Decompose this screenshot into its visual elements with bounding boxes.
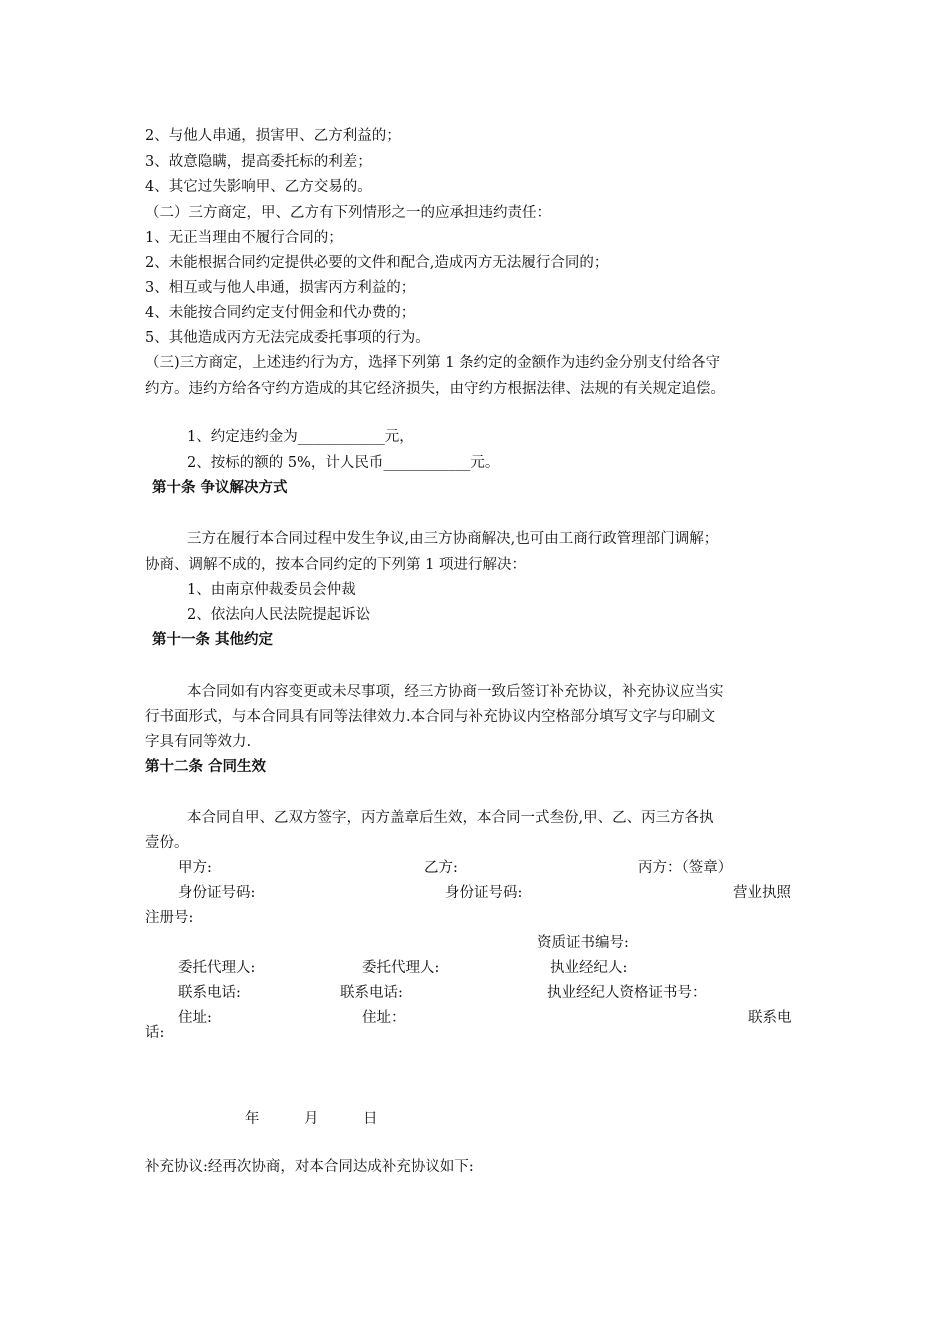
clause-line: 行书面形式，与本合同具有同等法律效力.本合同与补充协议内空格部分填写文字与印刷文 <box>145 709 716 725</box>
clause-line: 1、由南京仲裁委员会仲裁 <box>187 582 356 598</box>
clause-line: 2、未能根据合同约定提供必要的文件和配合,造成丙方无法履行合同的； <box>145 255 609 271</box>
clause-line: 本合同自甲、乙双方签字，丙方盖章后生效，本合同一式叁份,甲、乙、丙三方各执 <box>187 810 714 826</box>
clause-line: 壹份。 <box>145 835 189 851</box>
clause-line: 2、与他人串通，损害甲、乙方利益的； <box>145 128 401 144</box>
agent-b-label: 委托代理人: <box>362 960 440 976</box>
clause-line: （二）三方商定，甲、乙方有下列情形之一的应承担违约责任： <box>145 205 551 221</box>
penalty-line: 2、按标的额的 5%，计人民币____________元。 <box>187 455 500 471</box>
party-b-label: 乙方: <box>424 860 458 876</box>
id-number-a-label: 身份证号码: <box>178 885 256 901</box>
phone-c-label-cont: 话: <box>145 1025 165 1041</box>
clause-line: 字具有同等效力. <box>145 734 252 750</box>
clause-line: 约方。违约方给各守约方造成的其它经济损失，由守约方根据法律、法规的有关规定追偿。 <box>145 381 725 397</box>
date-day-label: 日 <box>363 1111 378 1127</box>
clause-line: 5、其他造成丙方无法完成委托事项的行为。 <box>145 330 430 346</box>
clause-line: 4、其它过失影响甲、乙方交易的。 <box>145 179 372 195</box>
section-heading: 第十一条 其他约定 <box>152 631 274 648</box>
clause-line: 4、未能按合同约定支付佣金和代办费的； <box>145 305 416 321</box>
registration-number-label: 注册号: <box>145 910 194 926</box>
clause-line: 1、无正当理由不履行合同的； <box>145 230 343 246</box>
clause-line: 本合同如有内容变更或未尽事项，经三方协商一致后签订补充协议，补充协议应当实 <box>187 684 724 700</box>
agent-a-label: 委托代理人: <box>178 960 256 976</box>
penalty-line: 1、约定违约金为____________元， <box>187 429 414 445</box>
broker-cert-label: 执业经纪人资格证书号： <box>547 985 707 1001</box>
party-a-label: 甲方: <box>178 860 212 876</box>
phone-b-label: 联系电话: <box>340 985 403 1001</box>
address-b-label: 住址： <box>362 1010 406 1026</box>
broker-label: 执业经纪人: <box>550 960 628 976</box>
date-year-label: 年 <box>245 1111 260 1127</box>
clause-line: 2、依法向人民法院提起诉讼 <box>187 607 371 623</box>
qualification-cert-label: 资质证书编号: <box>537 935 629 951</box>
phone-a-label: 联系电话: <box>178 985 241 1001</box>
id-number-b-label: 身份证号码: <box>445 885 523 901</box>
address-a-label: 住址: <box>178 1010 212 1026</box>
phone-c-label: 联系电 <box>748 1010 792 1026</box>
clause-line: 3、相互或与他人串通，损害丙方利益的； <box>145 280 416 296</box>
business-license-label: 营业执照 <box>733 885 791 901</box>
section-heading: 第十二条 合同生效 <box>145 758 267 775</box>
clause-line: 3、故意隐瞒，提高委托标的利差； <box>145 154 372 170</box>
supplement-heading: 补充协议:经再次协商，对本合同达成补充协议如下: <box>145 1159 474 1175</box>
party-c-label: 丙方：（签章） <box>638 860 733 876</box>
clause-line: 协商、调解不成的，按本合同约定的下列第 1 项进行解决： <box>145 557 526 573</box>
clause-line: 三方在履行本合同过程中发生争议,由三方协商解决,也可由工商行政管理部门调解； <box>187 531 719 547</box>
date-month-label: 月 <box>304 1111 319 1127</box>
clause-line: （三)三方商定，上述违约行为方，选择下列第 1 条约定的金额作为违约金分别支付给各守 <box>145 355 721 371</box>
section-heading: 第十条 争议解决方式 <box>152 479 288 496</box>
